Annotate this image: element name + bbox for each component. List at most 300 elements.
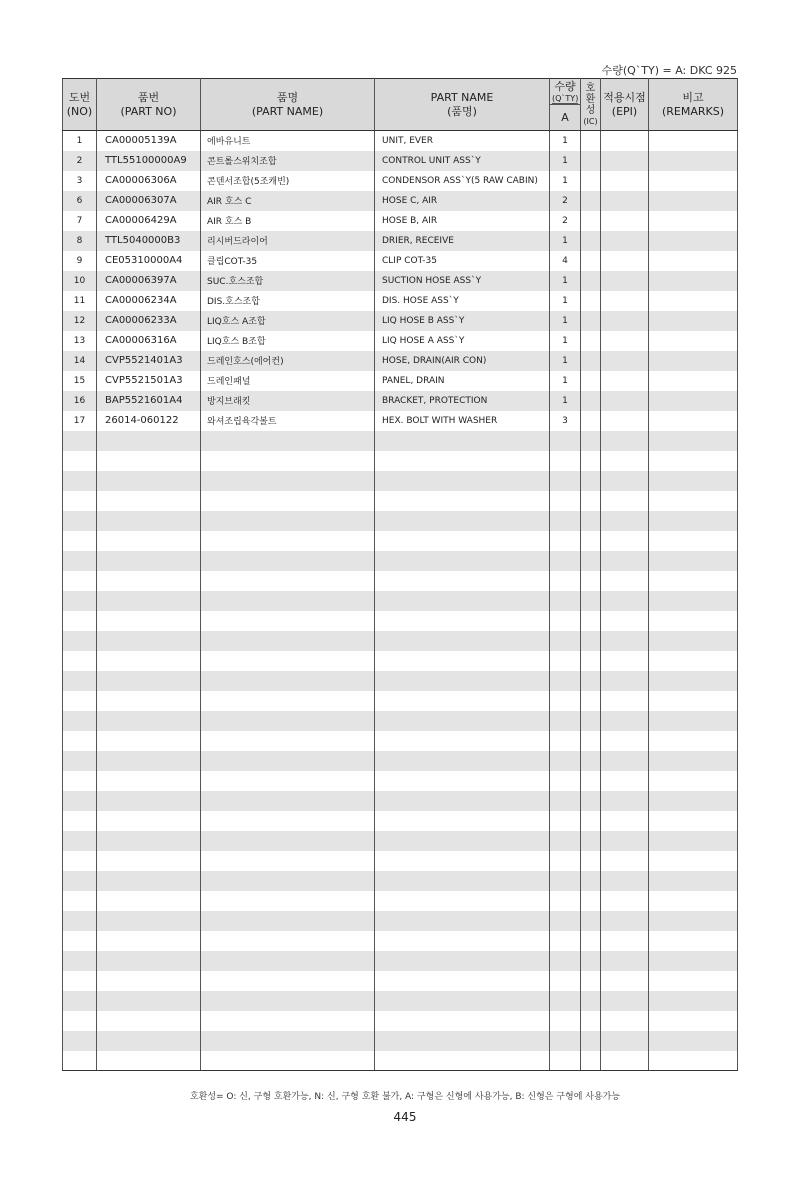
- row-name-ko: [201, 1031, 375, 1051]
- row-name-en: DIS. HOSE ASS`Y: [375, 291, 550, 311]
- row-name-en: HEX. BOLT WITH WASHER: [375, 411, 550, 431]
- row-qty: [550, 831, 581, 851]
- row-remarks: [649, 331, 738, 351]
- row-name-en: [375, 451, 550, 471]
- row-name-ko: [201, 911, 375, 931]
- row-no: 7: [63, 211, 97, 231]
- row-epi: [601, 271, 649, 291]
- row-ic: [581, 771, 601, 791]
- row-no: [63, 951, 97, 971]
- row-ic: [581, 451, 601, 471]
- row-qty: [550, 951, 581, 971]
- row-name-en: [375, 431, 550, 451]
- row-remarks: [649, 551, 738, 571]
- row-remarks: [649, 311, 738, 331]
- row-name-ko: DIS.호스조합: [201, 291, 375, 311]
- row-name-en: [375, 571, 550, 591]
- row-name-ko: [201, 751, 375, 771]
- row-remarks: [649, 431, 738, 451]
- row-ic: [581, 931, 601, 951]
- row-qty: [550, 731, 581, 751]
- table-row: [63, 411, 738, 431]
- row-epi: [601, 751, 649, 771]
- row-ic: [581, 611, 601, 631]
- empty-table-row: [63, 1011, 738, 1031]
- row-no: 16: [63, 391, 97, 411]
- row-part-no: [97, 451, 201, 471]
- row-ic: [581, 131, 601, 151]
- row-qty: 1: [550, 391, 581, 411]
- row-epi: [601, 791, 649, 811]
- row-name-ko: [201, 931, 375, 951]
- row-name-ko: [201, 491, 375, 511]
- row-no: 1: [63, 131, 97, 151]
- row-part-no: [97, 671, 201, 691]
- row-ic: [581, 511, 601, 531]
- row-name-en: LIQ HOSE B ASS`Y: [375, 311, 550, 331]
- row-qty: [550, 631, 581, 651]
- row-name-ko: [201, 791, 375, 811]
- header-part-name-en-label: PART NAME: [430, 90, 494, 104]
- row-part-no: BAP5521601A4: [97, 391, 201, 411]
- row-epi: [601, 491, 649, 511]
- table-row: [63, 391, 738, 411]
- row-epi: [601, 231, 649, 251]
- row-qty: [550, 891, 581, 911]
- row-part-no: [97, 511, 201, 531]
- row-qty: [550, 591, 581, 611]
- row-ic: [581, 391, 601, 411]
- row-remarks: [649, 751, 738, 771]
- row-part-no: 26014-060122: [97, 411, 201, 431]
- row-remarks: [649, 531, 738, 551]
- row-ic: [581, 871, 601, 891]
- row-ic: [581, 571, 601, 591]
- row-remarks: [649, 891, 738, 911]
- row-epi: [601, 411, 649, 431]
- row-name-en: [375, 471, 550, 491]
- row-part-no: [97, 951, 201, 971]
- row-epi: [601, 551, 649, 571]
- row-ic: [581, 231, 601, 251]
- row-name-ko: 드레인패널: [201, 371, 375, 391]
- row-name-en: [375, 731, 550, 751]
- row-part-no: [97, 831, 201, 851]
- row-remarks: [649, 991, 738, 1011]
- row-no: [63, 1051, 97, 1071]
- row-name-en: [375, 671, 550, 691]
- empty-table-row: [63, 871, 738, 891]
- row-name-en: [375, 511, 550, 531]
- row-qty: [550, 911, 581, 931]
- row-ic: [581, 791, 601, 811]
- row-no: [63, 831, 97, 851]
- parts-table: [62, 78, 738, 1071]
- row-ic: [581, 371, 601, 391]
- row-remarks: [649, 831, 738, 851]
- row-qty: [550, 771, 581, 791]
- row-remarks: [649, 911, 738, 931]
- row-name-ko: [201, 671, 375, 691]
- header-part-name-ko-label: 품명: [276, 90, 299, 104]
- row-ic: [581, 331, 601, 351]
- row-ic: [581, 251, 601, 271]
- row-qty: [550, 971, 581, 991]
- row-qty: 4: [550, 251, 581, 271]
- row-no: 6: [63, 191, 97, 211]
- row-ic: [581, 291, 601, 311]
- row-remarks: [649, 1011, 738, 1031]
- row-epi: [601, 1011, 649, 1031]
- header-part-name-ko-sub: (PART NAME): [251, 104, 324, 118]
- row-no: [63, 471, 97, 491]
- row-name-ko: [201, 1051, 375, 1071]
- table-row: [63, 371, 738, 391]
- empty-table-row: [63, 771, 738, 791]
- row-name-en: [375, 711, 550, 731]
- row-part-no: CA00005139A: [97, 131, 201, 151]
- row-name-en: [375, 591, 550, 611]
- row-qty: [550, 851, 581, 871]
- row-name-ko: 에바유니트: [201, 131, 375, 151]
- row-no: [63, 571, 97, 591]
- row-part-no: CA00006234A: [97, 291, 201, 311]
- row-part-no: [97, 771, 201, 791]
- header-remarks: [649, 79, 738, 131]
- row-qty: [550, 691, 581, 711]
- row-part-no: [97, 631, 201, 651]
- row-no: [63, 731, 97, 751]
- row-part-no: [97, 851, 201, 871]
- empty-table-row: [63, 431, 738, 451]
- row-part-no: [97, 1051, 201, 1071]
- header-qty-en: (Q`TY): [552, 93, 579, 103]
- header-part-no-ko: 품번: [137, 90, 160, 104]
- row-name-en: [375, 1011, 550, 1031]
- row-epi: [601, 451, 649, 471]
- row-qty: [550, 1031, 581, 1051]
- row-epi: [601, 371, 649, 391]
- row-no: 14: [63, 351, 97, 371]
- row-name-en: [375, 751, 550, 771]
- header-qty: [550, 79, 581, 105]
- row-name-ko: AIR 호스 B: [201, 211, 375, 231]
- row-no: 8: [63, 231, 97, 251]
- row-name-en: [375, 891, 550, 911]
- row-qty: 1: [550, 231, 581, 251]
- row-part-no: [97, 811, 201, 831]
- row-part-no: [97, 731, 201, 751]
- row-name-en: [375, 691, 550, 711]
- row-name-en: HOSE C, AIR: [375, 191, 550, 211]
- row-remarks: [649, 491, 738, 511]
- table-row: [63, 311, 738, 331]
- row-name-en: [375, 851, 550, 871]
- row-remarks: [649, 611, 738, 631]
- table-row: [63, 211, 738, 231]
- row-ic: [581, 431, 601, 451]
- row-qty: 2: [550, 191, 581, 211]
- row-no: [63, 451, 97, 471]
- row-part-no: [97, 571, 201, 591]
- row-epi: [601, 631, 649, 651]
- row-no: [63, 871, 97, 891]
- header-ic-ko: 호환성: [585, 82, 596, 116]
- row-remarks: [649, 571, 738, 591]
- row-remarks: [649, 191, 738, 211]
- row-name-ko: 콘덴서조합(5조캐빈): [201, 171, 375, 191]
- row-name-en: [375, 791, 550, 811]
- row-epi: [601, 811, 649, 831]
- row-remarks: [649, 371, 738, 391]
- row-epi: [601, 511, 649, 531]
- row-name-en: DRIER, RECEIVE: [375, 231, 550, 251]
- row-remarks: [649, 951, 738, 971]
- row-part-no: [97, 751, 201, 771]
- table-row: [63, 191, 738, 211]
- row-part-no: TTL5040000B3: [97, 231, 201, 251]
- row-name-ko: LIQ호스 A조합: [201, 311, 375, 331]
- row-remarks: [649, 591, 738, 611]
- row-name-en: PANEL, DRAIN: [375, 371, 550, 391]
- row-part-no: [97, 651, 201, 671]
- row-part-no: CA00006306A: [97, 171, 201, 191]
- row-no: [63, 751, 97, 771]
- row-epi: [601, 531, 649, 551]
- row-name-ko: 콘트롤스위치조합: [201, 151, 375, 171]
- row-name-en: UNIT, EVER: [375, 131, 550, 151]
- empty-table-row: [63, 471, 738, 491]
- row-no: 13: [63, 331, 97, 351]
- row-name-ko: [201, 431, 375, 451]
- empty-table-row: [63, 931, 738, 951]
- row-part-no: TTL55100000A9: [97, 151, 201, 171]
- empty-table-row: [63, 511, 738, 531]
- table-row: [63, 331, 738, 351]
- row-remarks: [649, 791, 738, 811]
- row-epi: [601, 711, 649, 731]
- row-name-en: [375, 491, 550, 511]
- table-row: [63, 271, 738, 291]
- row-remarks: [649, 251, 738, 271]
- row-name-ko: [201, 991, 375, 1011]
- row-ic: [581, 951, 601, 971]
- row-name-en: [375, 951, 550, 971]
- row-part-no: [97, 1011, 201, 1031]
- row-ic: [581, 851, 601, 871]
- row-no: 3: [63, 171, 97, 191]
- row-name-ko: [201, 691, 375, 711]
- row-no: [63, 771, 97, 791]
- row-epi: [601, 211, 649, 231]
- row-remarks: [649, 931, 738, 951]
- row-name-en: [375, 631, 550, 651]
- empty-table-row: [63, 611, 738, 631]
- row-epi: [601, 971, 649, 991]
- row-epi: [601, 771, 649, 791]
- row-remarks: [649, 1051, 738, 1071]
- row-part-no: CA00006429A: [97, 211, 201, 231]
- row-ic: [581, 171, 601, 191]
- row-qty: [550, 611, 581, 631]
- row-epi: [601, 651, 649, 671]
- row-name-en: [375, 651, 550, 671]
- row-remarks: [649, 971, 738, 991]
- empty-table-row: [63, 631, 738, 651]
- row-ic: [581, 671, 601, 691]
- empty-table-row: [63, 791, 738, 811]
- row-no: [63, 851, 97, 871]
- row-name-en: [375, 771, 550, 791]
- row-ic: [581, 651, 601, 671]
- row-ic: [581, 631, 601, 651]
- row-ic: [581, 831, 601, 851]
- empty-table-row: [63, 971, 738, 991]
- row-ic: [581, 1031, 601, 1051]
- row-name-en: [375, 911, 550, 931]
- row-epi: [601, 1051, 649, 1071]
- parts-table-body: [63, 131, 738, 1071]
- row-name-ko: 클립COT-35: [201, 251, 375, 271]
- header-part-name-en-sub: (품명): [447, 104, 477, 118]
- row-remarks: [649, 131, 738, 151]
- row-epi: [601, 691, 649, 711]
- row-epi: [601, 851, 649, 871]
- row-ic: [581, 491, 601, 511]
- header-remarks-en: (REMARKS): [661, 104, 725, 118]
- row-no: [63, 671, 97, 691]
- row-part-no: [97, 531, 201, 551]
- row-remarks: [649, 211, 738, 231]
- row-no: [63, 1031, 97, 1051]
- row-ic: [581, 311, 601, 331]
- row-name-en: [375, 1051, 550, 1071]
- empty-table-row: [63, 891, 738, 911]
- row-ic: [581, 691, 601, 711]
- row-ic: [581, 971, 601, 991]
- row-epi: [601, 131, 649, 151]
- row-remarks: [649, 411, 738, 431]
- row-epi: [601, 731, 649, 751]
- row-qty: 3: [550, 411, 581, 431]
- row-epi: [601, 831, 649, 851]
- empty-table-row: [63, 751, 738, 771]
- row-part-no: [97, 791, 201, 811]
- row-qty: [550, 531, 581, 551]
- row-remarks: [649, 1031, 738, 1051]
- row-name-ko: [201, 971, 375, 991]
- row-part-no: CA00006307A: [97, 191, 201, 211]
- row-qty: [550, 491, 581, 511]
- table-row: [63, 351, 738, 371]
- row-qty: [550, 1011, 581, 1031]
- row-remarks: [649, 171, 738, 191]
- row-qty: [550, 991, 581, 1011]
- row-epi: [601, 151, 649, 171]
- row-name-ko: [201, 551, 375, 571]
- row-ic: [581, 911, 601, 931]
- row-qty: [550, 651, 581, 671]
- row-name-ko: SUC.호스조합: [201, 271, 375, 291]
- row-part-no: CE05310000A4: [97, 251, 201, 271]
- row-qty: [550, 551, 581, 571]
- table-row: [63, 131, 738, 151]
- row-ic: [581, 751, 601, 771]
- row-remarks: [649, 271, 738, 291]
- row-qty: 1: [550, 291, 581, 311]
- row-remarks: [649, 151, 738, 171]
- row-qty: [550, 1051, 581, 1071]
- empty-table-row: [63, 951, 738, 971]
- row-qty: [550, 711, 581, 731]
- row-no: 15: [63, 371, 97, 391]
- row-qty: 1: [550, 331, 581, 351]
- row-qty: [550, 811, 581, 831]
- row-remarks: [649, 451, 738, 471]
- empty-table-row: [63, 691, 738, 711]
- row-ic: [581, 271, 601, 291]
- row-name-en: BRACKET, PROTECTION: [375, 391, 550, 411]
- row-ic: [581, 591, 601, 611]
- row-epi: [601, 431, 649, 451]
- row-epi: [601, 291, 649, 311]
- row-part-no: [97, 911, 201, 931]
- row-no: [63, 811, 97, 831]
- row-remarks: [649, 471, 738, 491]
- row-no: [63, 431, 97, 451]
- row-remarks: [649, 731, 738, 751]
- row-epi: [601, 951, 649, 971]
- row-remarks: [649, 711, 738, 731]
- row-part-no: [97, 591, 201, 611]
- row-epi: [601, 931, 649, 951]
- row-name-ko: [201, 651, 375, 671]
- row-name-en: [375, 831, 550, 851]
- row-ic: [581, 351, 601, 371]
- row-qty: 1: [550, 151, 581, 171]
- row-epi: [601, 991, 649, 1011]
- row-no: [63, 491, 97, 511]
- row-part-no: [97, 871, 201, 891]
- header-qty-a: A: [550, 105, 581, 131]
- header-no: [63, 79, 97, 131]
- row-name-en: LIQ HOSE A ASS`Y: [375, 331, 550, 351]
- row-part-no: CA00006316A: [97, 331, 201, 351]
- row-name-en: [375, 931, 550, 951]
- header-epi-ko: 적용시점: [603, 90, 646, 104]
- row-name-en: HOSE B, AIR: [375, 211, 550, 231]
- row-no: [63, 651, 97, 671]
- header-part-no: [97, 79, 201, 131]
- empty-table-row: [63, 551, 738, 571]
- row-name-en: [375, 971, 550, 991]
- row-part-no: [97, 931, 201, 951]
- empty-table-row: [63, 531, 738, 551]
- row-name-ko: [201, 631, 375, 651]
- row-name-ko: 리시버드라이어: [201, 231, 375, 251]
- row-name-en: CONDENSOR ASS`Y(5 RAW CABIN): [375, 171, 550, 191]
- row-remarks: [649, 391, 738, 411]
- row-name-ko: 방지브래킷: [201, 391, 375, 411]
- row-part-no: [97, 991, 201, 1011]
- row-remarks: [649, 631, 738, 651]
- empty-table-row: [63, 831, 738, 851]
- row-part-no: [97, 1031, 201, 1051]
- row-ic: [581, 191, 601, 211]
- row-qty: [550, 511, 581, 531]
- row-name-en: [375, 991, 550, 1011]
- row-remarks: [649, 351, 738, 371]
